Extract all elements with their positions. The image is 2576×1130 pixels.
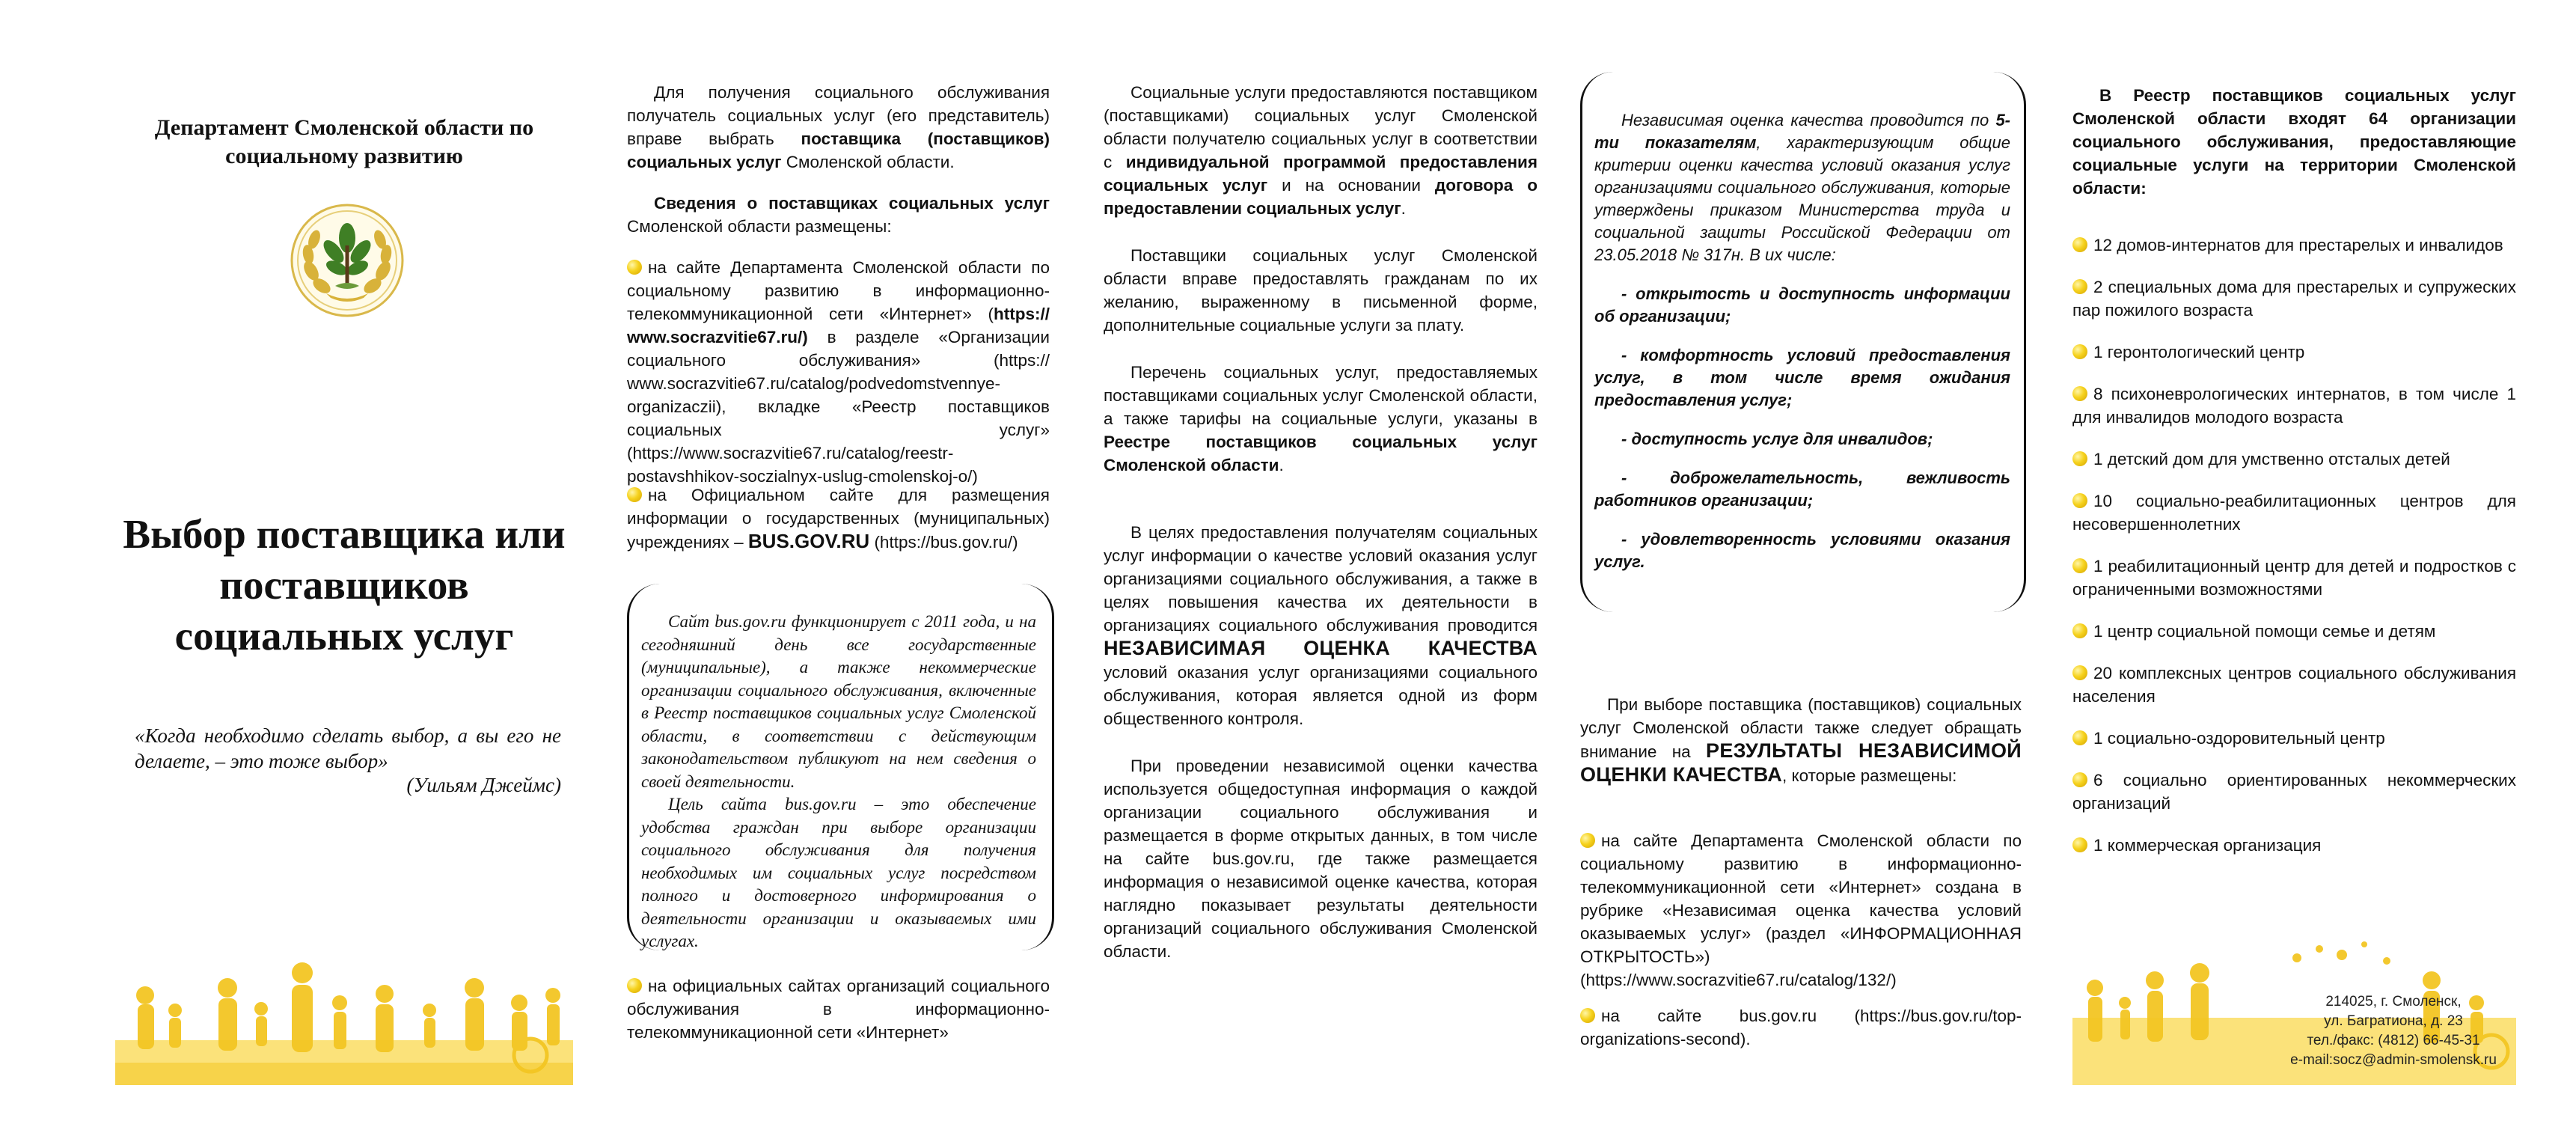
bullet-icon: [2072, 279, 2087, 294]
p1-bold-contract: договора о предоставлении социальных услуг: [1104, 176, 1538, 218]
criterion-5: - удовлетворенность условиями оказания услуг.: [1594, 530, 2010, 571]
cover-panel: [112, 0, 576, 1130]
results-text-end: , которые размещены:: [1782, 766, 1957, 785]
p1-text-mid: и на основании: [1267, 176, 1435, 195]
list-item: [2072, 340, 2516, 364]
bullet-icon: [2072, 665, 2087, 680]
list-item-text: 6 социально ориентированных некоммерческих организаций: [2072, 771, 2516, 813]
registry-list: [2072, 233, 2516, 876]
bullet-icon: [2072, 493, 2087, 508]
people-silhouette-banner: [115, 950, 573, 1085]
quote: «Когда необходимо сделать выбор, а вы его не делаете, – это тоже выбор»: [135, 724, 561, 772]
bullet-icon: [2072, 344, 2087, 359]
bullet-icon: [2072, 730, 2087, 745]
contact-info: [2281, 992, 2506, 1070]
list-item: [2072, 382, 2516, 429]
list-item-org-sites: [627, 974, 1050, 1044]
list-item: [2072, 489, 2516, 536]
quality-assessment-paragraph: [1104, 521, 1538, 730]
criterion-1: - открытость и доступность информации об организации;: [1594, 284, 2010, 326]
list-item-text: 12 домов-интернатов для престарелых и инвалидов: [2093, 236, 2503, 254]
bullet-icon: [627, 487, 642, 502]
brochure-title: Выбор поставщика или поставщиков социальных услуг: [123, 511, 566, 659]
item3-text: на официальных сайтах организаций социального обслуживания в информационно-телекоммуникационной сети «Интернет»: [627, 977, 1050, 1042]
results-paragraph: [1580, 693, 2022, 787]
list-item: [2072, 727, 2516, 750]
item2-text: на Официальном сайте для размещения информации о государственных (муниципальных) учреждениях –: [627, 486, 1050, 552]
list-item-bus-gov: [627, 483, 1050, 554]
bullet-icon: [2072, 772, 2087, 787]
emblem-icon: [289, 202, 406, 319]
registry-paragraph: [1104, 361, 1538, 477]
registry-heading: В Реестр поставщиков социальных услуг Смоленской области входят 64 организации социального обслуживания, предоставляющие социальные услуги на территории Смоленской области:: [2072, 86, 2516, 198]
p1-text-end: .: [1401, 199, 1406, 218]
panel-registry: [2072, 0, 2516, 1130]
criteria-count: 5-ти показателям: [1594, 111, 2010, 152]
criterion-2: - комфортность условий предоставления услуг, в том числе время ожидания предоставления услуг;: [1594, 346, 2010, 409]
results-item-bus-gov: [1580, 1004, 2022, 1051]
bullet-icon: [2072, 451, 2087, 466]
p1-text: Социальные услуги предоставляются поставщиком (поставщиками) социальных услуг Смоленской области получателю социальных услуг в соответствии с: [1104, 83, 1538, 171]
box-paragraph-1: Сайт bus.gov.ru функционирует с 2011 года, и на сегодняшний день все государственные (муниципальные), а также некоммерческие организации социального обслуживания, включенные в Реестр поставщиков социальных услуг Смоленской области, в соответствии с действующим законодательством публикуют на нем сведения о своей деятельности.: [641, 612, 1036, 791]
intro-text: Для получения социального обслуживания получатель социальных услуг (его представитель) вправе выбрать: [627, 83, 1050, 148]
bullet-icon: [1580, 833, 1595, 848]
list-item-text: 1 коммерческая организация: [2093, 836, 2322, 855]
contact-address-line1: 214025, г. Смоленск,: [2325, 994, 2462, 1010]
item2-text-end: (https://bus.gov.ru/): [869, 533, 1018, 552]
list-item-text: 8 психоневрологических интернатов, в том числе 1 для инвалидов молодого возраста: [2072, 385, 2516, 427]
contact-email[interactable]: e-mail:socz@admin-smolensk.ru: [2290, 1052, 2497, 1068]
criterion-3: - доступность услуг для инвалидов;: [1621, 430, 1933, 448]
p3-text: Перечень социальных услуг, предоставляемых поставщиками социальных услуг Смоленской области, а также тарифы на социальные услуги, указаны в: [1104, 363, 1538, 428]
quote-author: (Уильям Джеймс): [406, 774, 561, 796]
bullet-icon: [2072, 623, 2087, 638]
bullet-icon: [2072, 237, 2087, 252]
results-item2-text: на сайте bus.gov.ru (https://bus.gov.ru/top-organizations-second).: [1580, 1007, 2022, 1048]
info-heading-bold: Сведения о поставщиках социальных услуг: [654, 194, 1050, 213]
criteria-intro-text-end: , характеризующим общие критерии оценки качества условий оказания услуг организациями социального обслуживания, которые утверждены приказом Министерства труда и социальной защиты Российской Федерации от 23.05.2018 № 317н. В их числе:: [1594, 133, 2010, 264]
list-item: [2072, 834, 2516, 857]
contact-address-line2: ул. Багратиона, д. 23: [2324, 1013, 2463, 1029]
list-item-text: 1 реабилитационный центр для детей и подростков с ограниченными возможностями: [2072, 557, 2516, 599]
bullet-icon: [627, 260, 642, 275]
list-item-text: 1 центр социальной помощи семье и детям: [2093, 622, 2436, 641]
list-item: [2072, 769, 2516, 815]
panel-providers-info: [627, 0, 1050, 1130]
p3-text-end: .: [1279, 456, 1284, 474]
list-item: [2072, 662, 2516, 708]
criteria-intro-text: Независимая оценка качества проводится по: [1621, 111, 1996, 129]
list-item-dept-site: [627, 256, 1050, 488]
list-item: [2072, 620, 2516, 643]
item1-text-end: в разделе «Организации социального обслуживания» (https:// www.socrazvitie67.ru/catalog/podvedomstvennye-organizaczii), вкладке «Реестр поставщиков социальных услуг» (https://www.socrazvitie67.ru/catalog/reestr-postavshhikov-soczialnyx-uslug-cmolenskoj-o/): [627, 328, 1050, 486]
p3-bold-registry: Реестре поставщиков социальных услуг Смоленской области: [1104, 433, 1538, 474]
info-heading: [627, 192, 1050, 238]
link-socrazvitie[interactable]: https:// www.socrazvitie67.ru/): [627, 305, 1050, 346]
intro-paragraph: [627, 81, 1050, 174]
list-item: [2072, 448, 2516, 471]
p4-text: В целях предоставления получателям социальных услуг информации о качестве условий оказания услуг организациями социального обслуживания, а также в целях повышения качества их деятельности в организациях социального обслуживания проводится: [1104, 523, 1538, 635]
p4-text-end: условий оказания услуг организациями социального обслуживания, которая является одной из форм общественного контроля.: [1104, 663, 1538, 728]
list-item: [2072, 555, 2516, 601]
results-item1-text: на сайте Департамента Смоленской области по социальному развитию в информационно-телекоммуникационной сети «Интернет» создана в рубрике «Независимая оценка качества условий оказываемых услуг» (раздел «ИНФОРМАЦИОННАЯ ОТКРЫТОСТЬ») (https://www.socrazvitie67.ru/catalog/132/): [1580, 831, 2022, 989]
results-item-dept-site: [1580, 829, 2022, 992]
box-paragraph-2: Цель сайта bus.gov.ru – это обеспечение удобства граждан при выборе организации социального обслуживания для получения необходимых им социальных услуг посредством полного и достоверного информирования о деятельности организации и оказываемых ими услугах.: [641, 795, 1036, 950]
list-item-text: 1 детский дом для умственно отсталых детей: [2093, 450, 2450, 468]
list-item-text: 2 специальных дома для престарелых и супружеских пар пожилого возраста: [2072, 278, 2516, 320]
list-item: [2072, 233, 2516, 257]
paid-services-paragraph: Поставщики социальных услуг Смоленской области вправе предоставлять гражданам по их желанию, выраженному в письменной форме, дополнительные социальные услуги за плату.: [1104, 246, 1538, 335]
contact-phone: тел./факс: (4812) 66-45-31: [2307, 1033, 2480, 1048]
list-item-text: 20 комплексных центров социального обслуживания населения: [2072, 664, 2516, 706]
bullet-icon: [2072, 386, 2087, 401]
bullet-icon: [1580, 1008, 1595, 1023]
criterion-4: - доброжелательность, вежливость работников организации;: [1594, 468, 2010, 510]
bullet-icon: [627, 978, 642, 993]
list-item: [2072, 275, 2516, 322]
criteria-intro: [1594, 109, 2010, 266]
info-heading-text: Смоленской области размещены:: [627, 217, 892, 236]
list-item-text: 10 социально-реабилитационных центров для несовершеннолетних: [2072, 492, 2516, 534]
bullet-icon: [2072, 837, 2087, 852]
criteria-box: [1580, 72, 2026, 612]
link-bus-gov[interactable]: BUS.GOV.RU: [747, 530, 870, 552]
bullet-icon: [2072, 558, 2087, 573]
results-text: При выборе поставщика (поставщиков) социальных услуг Смоленской области также следует обращать внимание на: [1580, 695, 2022, 761]
bus-gov-info-box: [627, 584, 1054, 950]
panel-criteria: [1580, 0, 2022, 1130]
results-bold: РЕЗУЛЬТАТЫ НЕЗАВИСИМОЙ ОЦЕНКИ КАЧЕСТВА: [1580, 739, 2022, 786]
panel-services: [1104, 0, 1538, 1130]
list-item-text: 1 социально-оздоровительный центр: [2093, 729, 2385, 748]
department-name: Департамент Смоленской области по социальному развитию: [154, 115, 534, 168]
services-paragraph: [1104, 81, 1538, 220]
intro-bold: поставщика (поставщиков) социальных услуг: [627, 129, 1050, 171]
open-data-paragraph: При проведении независимой оценки качества используется общедоступная информация о каждой организации социального обслуживания и размещается в форме открытых данных, в том числе на сайте bus.gov.ru, где также размещается информация о независимой оценке качества, которая наглядно показывает результаты деятельности организаций социального обслуживания Смоленской области.: [1104, 757, 1538, 961]
item1-text: на сайте Департамента Смоленской области по социальному развитию в информационно-телекоммуникационной сети «Интернет» (: [627, 258, 1050, 323]
intro-text-end: Смоленской области.: [781, 153, 955, 171]
p4-bold-assessment: НЕЗАВИСИМАЯ ОЦЕНКА КАЧЕСТВА: [1104, 637, 1538, 659]
p1-bold-program: индивидуальной программой предоставления социальных услуг: [1104, 153, 1538, 195]
list-item-text: 1 геронтологический центр: [2093, 343, 2305, 361]
